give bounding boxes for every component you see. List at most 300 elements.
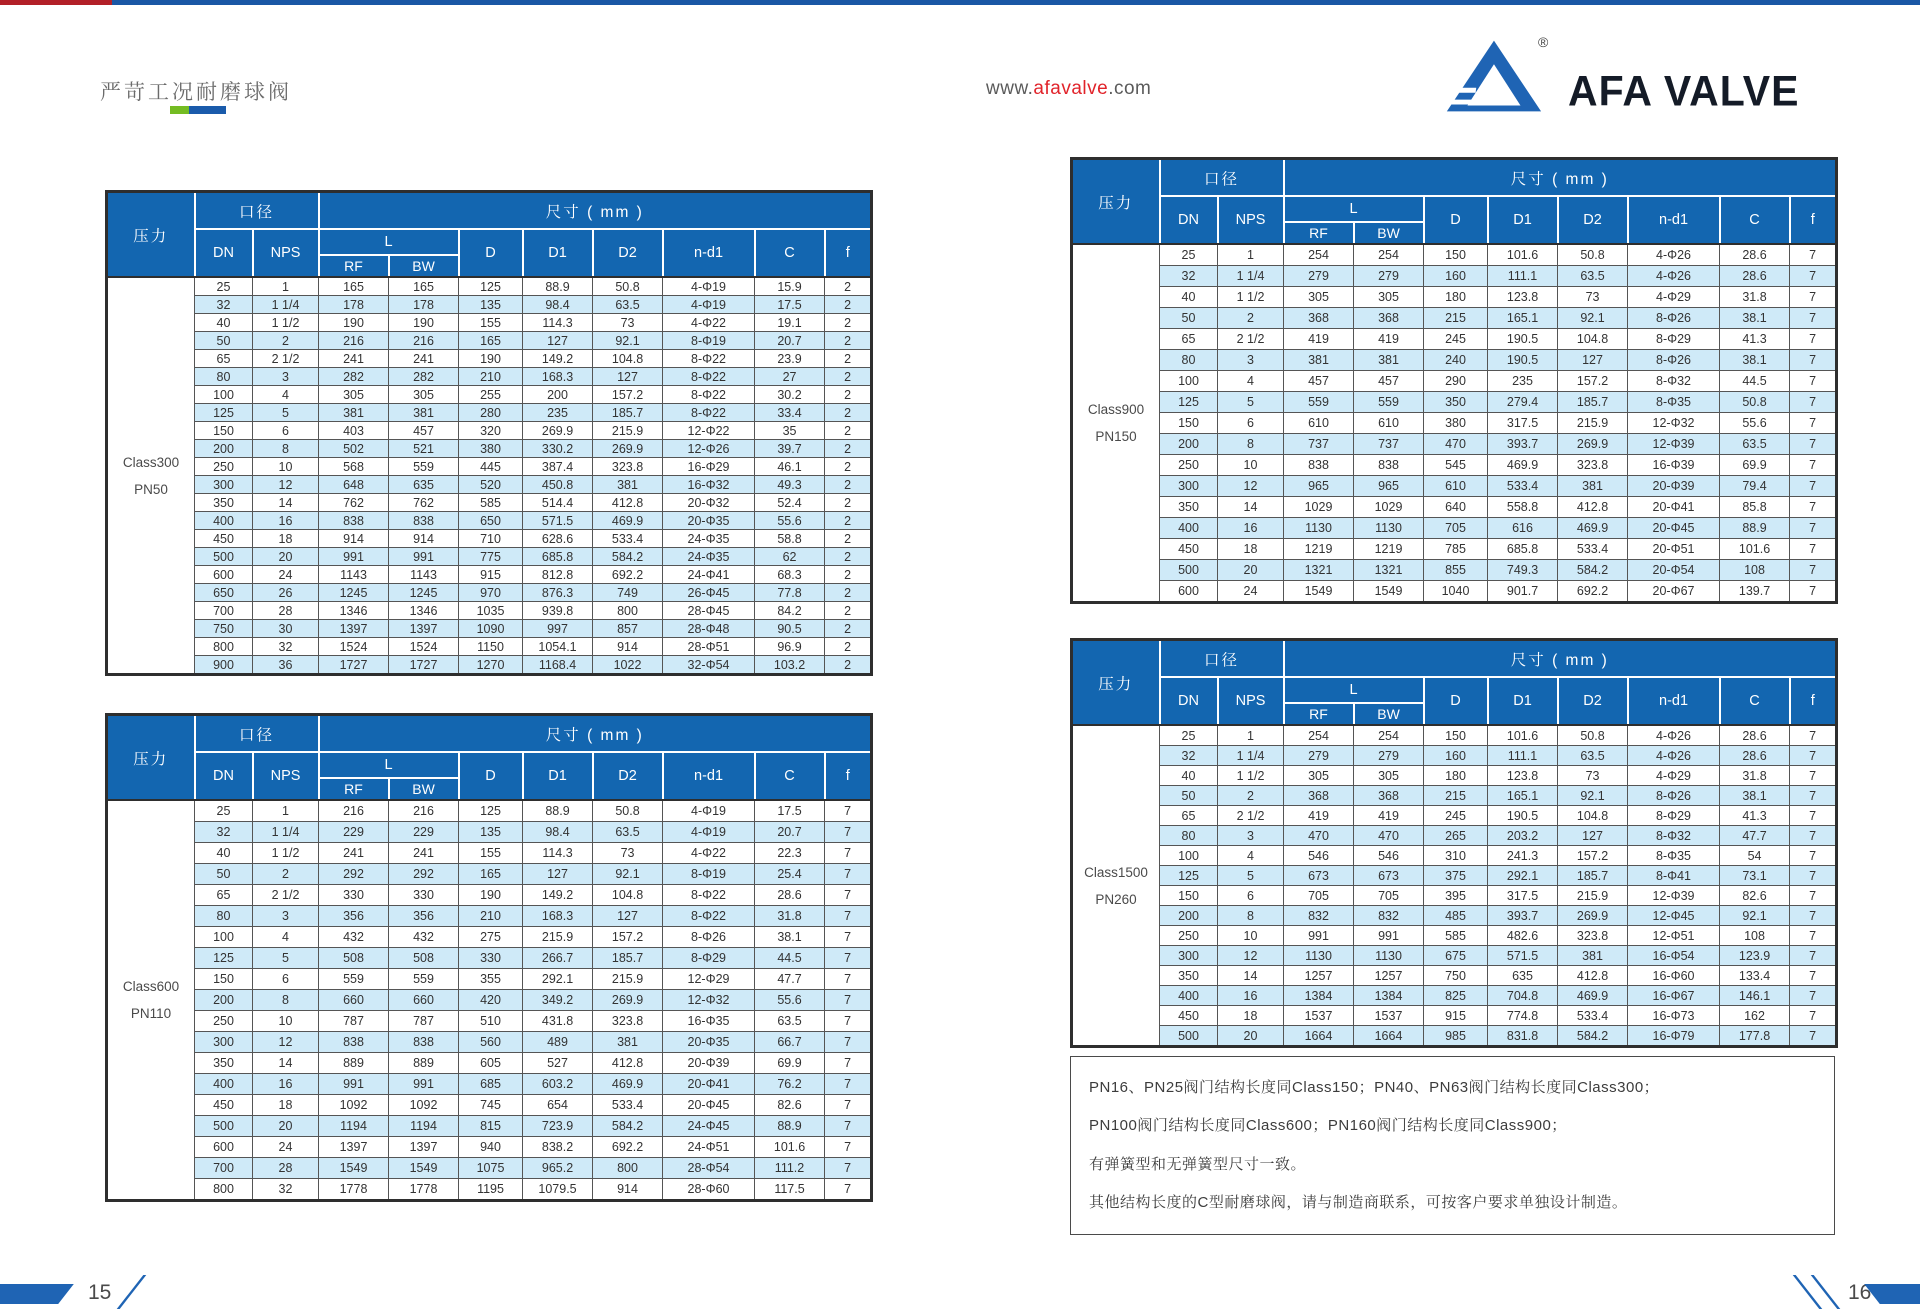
table-cell: 381 (1354, 350, 1424, 371)
table-cell: 470 (1354, 826, 1424, 846)
table-row (1072, 329, 1837, 350)
table-cell: 24-Φ35 (663, 530, 755, 548)
header-cell: BW (1354, 703, 1424, 725)
table-cell: 380 (459, 440, 523, 458)
table-cell: 7 (1790, 350, 1837, 371)
table-row (107, 386, 872, 404)
table-cell: 8-Φ35 (1628, 846, 1720, 866)
table-cell: 38.1 (1720, 308, 1790, 329)
table-cell: 400 (1160, 518, 1218, 539)
table-cell: 650 (459, 512, 523, 530)
table-cell: 700 (195, 602, 253, 620)
table-cell: 292.1 (1488, 866, 1558, 886)
table-cell: 24-Φ51 (663, 1137, 755, 1158)
table-cell: 92.1 (593, 864, 663, 885)
table-cell: 16-Φ35 (663, 1011, 755, 1032)
pressure-class-label: Class300 PN50 (107, 277, 195, 675)
table-cell: 180 (1424, 287, 1488, 308)
table-cell: 28.6 (1720, 266, 1790, 287)
table-cell: 600 (195, 1137, 253, 1158)
table-cell: 1524 (389, 638, 459, 656)
table-cell: 1549 (319, 1158, 389, 1179)
table-cell: 19.1 (755, 314, 825, 332)
table-cell: 269.9 (593, 990, 663, 1011)
table-cell: 403 (319, 422, 389, 440)
table-cell: 2 (825, 512, 872, 530)
table-cell: 500 (195, 1116, 253, 1137)
dimension-table (1070, 157, 1838, 604)
table-cell: 330 (319, 885, 389, 906)
table-cell: 2 (825, 422, 872, 440)
table-cell: 2 (1218, 786, 1284, 806)
table-cell: 185.7 (1558, 392, 1628, 413)
table-cell: 533.4 (1558, 539, 1628, 560)
footnote-line: 有弹簧型和无弹簧型尺寸一致。 (1089, 1155, 1307, 1173)
table-cell: 1079.5 (523, 1179, 593, 1201)
table-row (107, 494, 872, 512)
table-cell: 915 (1424, 1006, 1488, 1026)
table-cell: 203.2 (1488, 826, 1558, 846)
table-cell: 450 (195, 1095, 253, 1116)
table-cell: 125 (459, 277, 523, 296)
table-cell: 245 (1424, 329, 1488, 350)
table-cell: 8-Φ29 (663, 948, 755, 969)
table-cell: 50 (195, 864, 253, 885)
table-row (107, 638, 872, 656)
table-cell: 300 (1160, 946, 1218, 966)
header-cell: L (319, 229, 459, 255)
table-cell: 533.4 (593, 530, 663, 548)
table-cell: 20-Φ41 (663, 1074, 755, 1095)
table-cell: 584.2 (1558, 1026, 1628, 1047)
table-cell: 889 (319, 1053, 389, 1074)
table-cell: 279 (1354, 266, 1424, 287)
table-cell: 6 (1218, 413, 1284, 434)
table-cell: 1257 (1354, 966, 1424, 986)
table-row (1072, 539, 1837, 560)
table-cell: 640 (1424, 497, 1488, 518)
table-cell: 68.3 (755, 566, 825, 584)
table-cell: 489 (523, 1032, 593, 1053)
table-cell: 250 (1160, 455, 1218, 476)
table-cell: 787 (389, 1011, 459, 1032)
table-cell: 85.8 (1720, 497, 1790, 518)
table-cell: 165.1 (1488, 786, 1558, 806)
table-cell: 32 (195, 822, 253, 843)
table-row (107, 1116, 872, 1137)
table-cell: 1143 (319, 566, 389, 584)
table-cell: 125 (195, 404, 253, 422)
table-cell: 216 (319, 800, 389, 822)
table-cell: 255 (459, 386, 523, 404)
table-cell: 104.8 (593, 350, 663, 368)
table-cell: 88.9 (755, 1116, 825, 1137)
table-cell: 7 (825, 1116, 872, 1137)
table-cell: 127 (593, 906, 663, 927)
table-cell: 387.4 (523, 458, 593, 476)
table-row (107, 864, 872, 885)
table-cell: 1168.4 (523, 656, 593, 675)
table-cell: 25 (195, 800, 253, 822)
header-cell: RF (1284, 222, 1354, 244)
table-cell: 12 (253, 1032, 319, 1053)
table-cell: 1727 (389, 656, 459, 675)
table-row (1072, 434, 1837, 455)
table-cell: 2 (825, 314, 872, 332)
table-cell: 723.9 (523, 1116, 593, 1137)
table-cell: 500 (1160, 560, 1218, 581)
table-cell: 80 (1160, 826, 1218, 846)
website-suffix: .com (1108, 78, 1152, 99)
table-cell: 215.9 (1558, 886, 1628, 906)
table-cell: 1257 (1284, 966, 1354, 986)
table-cell: 1321 (1354, 560, 1424, 581)
table-cell: 108 (1720, 926, 1790, 946)
table-cell: 508 (389, 948, 459, 969)
table-cell: 168.3 (523, 368, 593, 386)
table-cell: 650 (195, 584, 253, 602)
table-cell: 16 (253, 512, 319, 530)
table-cell: 356 (319, 906, 389, 927)
table-cell: 8-Φ29 (1628, 806, 1720, 826)
table-cell: 28.6 (755, 885, 825, 906)
table-cell: 160 (1424, 746, 1488, 766)
table-cell: 200 (195, 440, 253, 458)
table-cell: 2 (825, 656, 872, 675)
table-cell: 8 (253, 990, 319, 1011)
table-cell: 6 (253, 969, 319, 990)
registered-trademark: ® (1538, 34, 1549, 50)
table-cell: 279.4 (1488, 392, 1558, 413)
website-highlight: afavalve (1033, 78, 1109, 99)
table-cell: 28-Φ54 (663, 1158, 755, 1179)
table-row (107, 800, 872, 822)
table-cell: 356 (389, 906, 459, 927)
table-cell: 32 (195, 296, 253, 314)
table-cell: 30 (253, 620, 319, 638)
table-row (1072, 244, 1837, 266)
table-cell: 28-Φ51 (663, 638, 755, 656)
table-cell: 24-Φ41 (663, 566, 755, 584)
table-cell: 165 (389, 277, 459, 296)
table-row (107, 1032, 872, 1053)
blue-bar (189, 106, 226, 114)
table-cell: 7 (825, 864, 872, 885)
table-row (1072, 786, 1837, 806)
table-cell: 32 (253, 1179, 319, 1201)
table-cell: 610 (1354, 413, 1424, 434)
table-row (107, 530, 872, 548)
table-cell: 7 (825, 969, 872, 990)
table-cell: 774.8 (1488, 1006, 1558, 1026)
table-cell: 108 (1720, 560, 1790, 581)
table-cell: 241 (319, 843, 389, 864)
table-cell: 787 (319, 1011, 389, 1032)
table-cell: 857 (593, 620, 663, 638)
table-cell: 1397 (319, 620, 389, 638)
header-cell: RF (1284, 703, 1354, 725)
table-cell: 419 (1284, 806, 1354, 826)
table-cell: 2 (825, 458, 872, 476)
brand-bars (170, 106, 226, 114)
table-cell: 7 (1790, 966, 1837, 986)
table-cell: 127 (1558, 826, 1628, 846)
table-cell: 8-Φ29 (1628, 329, 1720, 350)
table-row (1072, 350, 1837, 371)
table-cell: 16-Φ60 (1628, 966, 1720, 986)
table-cell: 510 (459, 1011, 523, 1032)
table-cell: 2 (825, 584, 872, 602)
table-cell: 178 (319, 296, 389, 314)
header-cell: n-d1 (1628, 196, 1720, 244)
table-cell: 7 (825, 948, 872, 969)
table-row (1072, 846, 1837, 866)
table-cell: 8-Φ19 (663, 864, 755, 885)
table-cell: 28-Φ48 (663, 620, 755, 638)
table-cell: 7 (825, 885, 872, 906)
table-cell: 710 (459, 530, 523, 548)
table-cell: 469.9 (593, 512, 663, 530)
table-cell: 7 (1790, 746, 1837, 766)
table-cell: 8-Φ26 (1628, 308, 1720, 329)
table-cell: 1090 (459, 620, 523, 638)
table-row (107, 843, 872, 864)
table-cell: 7 (1790, 476, 1837, 497)
table-cell: 914 (593, 638, 663, 656)
table-cell: 4-Φ29 (1628, 766, 1720, 786)
table-cell: 7 (1790, 244, 1837, 266)
table-cell: 2 (825, 638, 872, 656)
afa-logo-mark (1438, 38, 1546, 116)
table-cell: 450 (195, 530, 253, 548)
table-cell: 117.5 (755, 1179, 825, 1201)
table-cell: 16-Φ54 (1628, 946, 1720, 966)
table-cell: 100 (195, 386, 253, 404)
table-cell: 55.6 (755, 990, 825, 1011)
table-cell: 1 1/2 (253, 314, 319, 332)
table-cell: 7 (1790, 725, 1837, 746)
table-cell: 485 (1424, 906, 1488, 926)
table-cell: 8 (1218, 906, 1284, 926)
table-cell: 939.8 (523, 602, 593, 620)
table-cell: 10 (1218, 455, 1284, 476)
table-cell: 157.2 (593, 386, 663, 404)
table-cell: 123.8 (1488, 766, 1558, 786)
table-cell: 96.9 (755, 638, 825, 656)
table-row (1072, 455, 1837, 476)
table-cell: 2 (1218, 308, 1284, 329)
table-cell: 7 (825, 1032, 872, 1053)
table-cell: 27 (755, 368, 825, 386)
header-cell: RF (319, 255, 389, 277)
table-cell: 24-Φ45 (663, 1116, 755, 1137)
table-cell: 101.6 (755, 1137, 825, 1158)
header-cell: D1 (1488, 196, 1558, 244)
table-cell: 7 (825, 1053, 872, 1074)
table-cell: 1524 (319, 638, 389, 656)
table-cell: 254 (1284, 244, 1354, 266)
table-cell: 400 (195, 1074, 253, 1095)
table-cell: 616 (1488, 518, 1558, 539)
table-cell: 2 (825, 404, 872, 422)
table-cell: 54 (1720, 846, 1790, 866)
header-cell: L (319, 752, 459, 778)
table-cell: 200 (1160, 434, 1218, 455)
table-cell: 7 (825, 1095, 872, 1116)
table-cell: 7 (1790, 846, 1837, 866)
table-cell: 838.2 (523, 1137, 593, 1158)
table-cell: 1346 (319, 602, 389, 620)
table-cell: 32 (1160, 746, 1218, 766)
website-prefix: www. (986, 78, 1034, 99)
table-cell: 533.4 (593, 1095, 663, 1116)
table-class300-pn50 (105, 190, 872, 676)
header-cell: NPS (1218, 196, 1284, 244)
table-cell: 279 (1354, 746, 1424, 766)
table-cell: 8-Φ32 (1628, 826, 1720, 846)
table-cell: 114.3 (523, 314, 593, 332)
table-cell: 155 (459, 843, 523, 864)
table-cell: 355 (459, 969, 523, 990)
table-cell: 1219 (1284, 539, 1354, 560)
table-cell: 125 (459, 800, 523, 822)
table-cell: 375 (1424, 866, 1488, 886)
table-cell: 103.2 (755, 656, 825, 675)
table-cell: 2 (825, 386, 872, 404)
table-cell: 1537 (1354, 1006, 1424, 1026)
table-cell: 50.8 (593, 277, 663, 296)
table-cell: 16-Φ67 (1628, 986, 1720, 1006)
table-cell: 265 (1424, 826, 1488, 846)
table-class1500-pn260 (1070, 638, 1837, 1048)
brand-title: 严苛工况耐磨球阀 (100, 81, 292, 104)
table-cell: 381 (1558, 476, 1628, 497)
table-row (1072, 371, 1837, 392)
table-cell: 12-Φ26 (663, 440, 755, 458)
table-cell: 8-Φ19 (663, 332, 755, 350)
header-cell: f (1790, 196, 1837, 244)
table-row (1072, 581, 1837, 603)
table-cell: 80 (195, 368, 253, 386)
table-cell: 305 (1284, 766, 1354, 786)
table-cell: 7 (825, 1158, 872, 1179)
table-cell: 5 (253, 404, 319, 422)
table-cell: 585 (459, 494, 523, 512)
table-cell: 73 (1558, 287, 1628, 308)
table-cell: 527 (523, 1053, 593, 1074)
table-cell: 215 (1424, 308, 1488, 329)
table-cell: 1 1/4 (1218, 746, 1284, 766)
table-row (107, 822, 872, 843)
table-cell: 62 (755, 548, 825, 566)
table-cell: 210 (459, 906, 523, 927)
footnote-line: 其他结构长度的C型耐磨球阀，请与制造商联系，可按客户要求单独设计制造。 (1089, 1193, 1628, 1211)
table-cell: 12-Φ45 (1628, 906, 1720, 926)
table-cell: 16-Φ32 (663, 476, 755, 494)
table-cell: 30.2 (755, 386, 825, 404)
table-cell: 750 (195, 620, 253, 638)
table-cell: 17.5 (755, 296, 825, 314)
table-cell: 991 (389, 548, 459, 566)
table-cell: 111.1 (1488, 746, 1558, 766)
table-cell: 111.2 (755, 1158, 825, 1179)
table-cell: 31.8 (1720, 287, 1790, 308)
table-cell: 80 (195, 906, 253, 927)
table-cell: 559 (1284, 392, 1354, 413)
table-cell: 38.1 (1720, 350, 1790, 371)
table-cell: 1 1/4 (1218, 266, 1284, 287)
table-cell: 150 (195, 422, 253, 440)
table-cell: 3 (253, 906, 319, 927)
pressure-class-label: Class1500 PN260 (1072, 725, 1160, 1047)
header-cell: DN (1160, 196, 1218, 244)
table-cell: 127 (523, 864, 593, 885)
table-cell: 235 (523, 404, 593, 422)
table-cell: 1384 (1284, 986, 1354, 1006)
table-cell: 559 (389, 458, 459, 476)
table-cell: 216 (319, 332, 389, 350)
table-cell: 26 (253, 584, 319, 602)
table-cell: 300 (195, 1032, 253, 1053)
table-cell: 31.8 (755, 906, 825, 927)
table-cell: 185.7 (593, 948, 663, 969)
table-cell: 970 (459, 584, 523, 602)
table-cell: 155 (459, 314, 523, 332)
table-cell: 275 (459, 927, 523, 948)
table-cell: 762 (389, 494, 459, 512)
table-cell: 323.8 (593, 1011, 663, 1032)
table-row (107, 602, 872, 620)
table-cell: 838 (1354, 455, 1424, 476)
table-cell: 215.9 (523, 927, 593, 948)
table-cell: 1130 (1284, 518, 1354, 539)
page-number-right: 16 (1848, 1281, 1872, 1304)
table-cell: 654 (523, 1095, 593, 1116)
table-cell: 1130 (1354, 518, 1424, 539)
table-cell: 123.9 (1720, 946, 1790, 966)
table-cell: 7 (1790, 906, 1837, 926)
table-cell: 965.2 (523, 1158, 593, 1179)
table-cell: 50 (1160, 786, 1218, 806)
table-cell: 1130 (1354, 946, 1424, 966)
table-cell: 150 (1424, 725, 1488, 746)
table-cell: 190.5 (1488, 806, 1558, 826)
table-cell: 14 (1218, 966, 1284, 986)
table-cell: 20-Φ41 (1628, 497, 1720, 518)
table-cell: 571.5 (1488, 946, 1558, 966)
table-cell: 855 (1424, 560, 1488, 581)
table-cell: 36 (253, 656, 319, 675)
table-cell: 292 (319, 864, 389, 885)
table-cell: 23.9 (755, 350, 825, 368)
table-cell: 785 (1424, 539, 1488, 560)
table-cell: 546 (1284, 846, 1354, 866)
table-cell: 635 (1488, 966, 1558, 986)
table-cell: 4-Φ26 (1628, 725, 1720, 746)
table-row (1072, 392, 1837, 413)
table-cell: 14 (253, 1053, 319, 1074)
header-cell: f (825, 229, 872, 277)
table-cell: 38.1 (755, 927, 825, 948)
table-cell: 2 (825, 350, 872, 368)
table-cell: 50.8 (1558, 244, 1628, 266)
table-cell: 12-Φ39 (1628, 434, 1720, 455)
table-cell: 8-Φ22 (663, 404, 755, 422)
table-cell: 150 (1424, 244, 1488, 266)
table-cell: 63.5 (593, 296, 663, 314)
table-cell: 419 (1354, 329, 1424, 350)
table-cell: 1194 (319, 1116, 389, 1137)
